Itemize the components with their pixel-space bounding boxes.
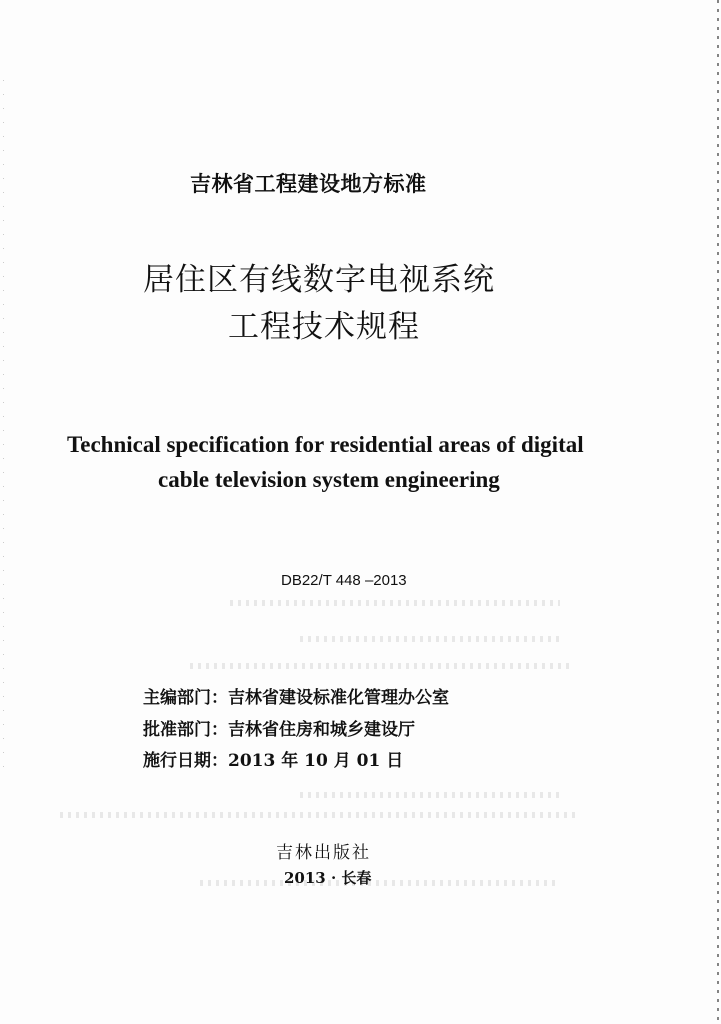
editor-row bbox=[143, 683, 449, 708]
effective-date-row bbox=[143, 746, 403, 771]
bleed-through-row bbox=[300, 636, 560, 642]
bleed-through-row bbox=[190, 663, 570, 669]
title-cn-line1: 居住区有线数字电视系统 bbox=[143, 262, 495, 298]
title-en-line2: cable television system engineering bbox=[158, 467, 500, 492]
standard-code: DB22/T 448 –2013 bbox=[281, 572, 407, 589]
title-cn-line2: 工程技术规程 bbox=[228, 309, 420, 345]
approver-value: 吉林省住房和城乡建设厅 bbox=[228, 720, 415, 740]
scan-edge-shadow bbox=[717, 0, 719, 1024]
standard-series: 吉林省工程建设地方标准 bbox=[190, 172, 427, 196]
approver-label: 批准部门： bbox=[143, 720, 228, 740]
bleed-through-row bbox=[200, 880, 560, 886]
publication-date: 2013 · 长春 bbox=[284, 869, 372, 887]
editor-label: 主编部门： bbox=[143, 688, 228, 708]
bleed-through-row bbox=[300, 792, 560, 798]
title-en-line1: Technical specification for residential areas of digital bbox=[67, 432, 584, 457]
publisher: 吉林出版社 bbox=[276, 843, 371, 863]
approver-row bbox=[143, 715, 415, 740]
bleed-through-row bbox=[230, 600, 560, 606]
bleed-through-row bbox=[60, 812, 580, 818]
effective-date-label: 施行日期： bbox=[143, 751, 228, 771]
editor-value: 吉林省建设标准化管理办公室 bbox=[228, 688, 449, 708]
scan-left-speckle bbox=[3, 80, 4, 780]
effective-date-value: 2013 年 10 月 01 日 bbox=[228, 751, 404, 771]
